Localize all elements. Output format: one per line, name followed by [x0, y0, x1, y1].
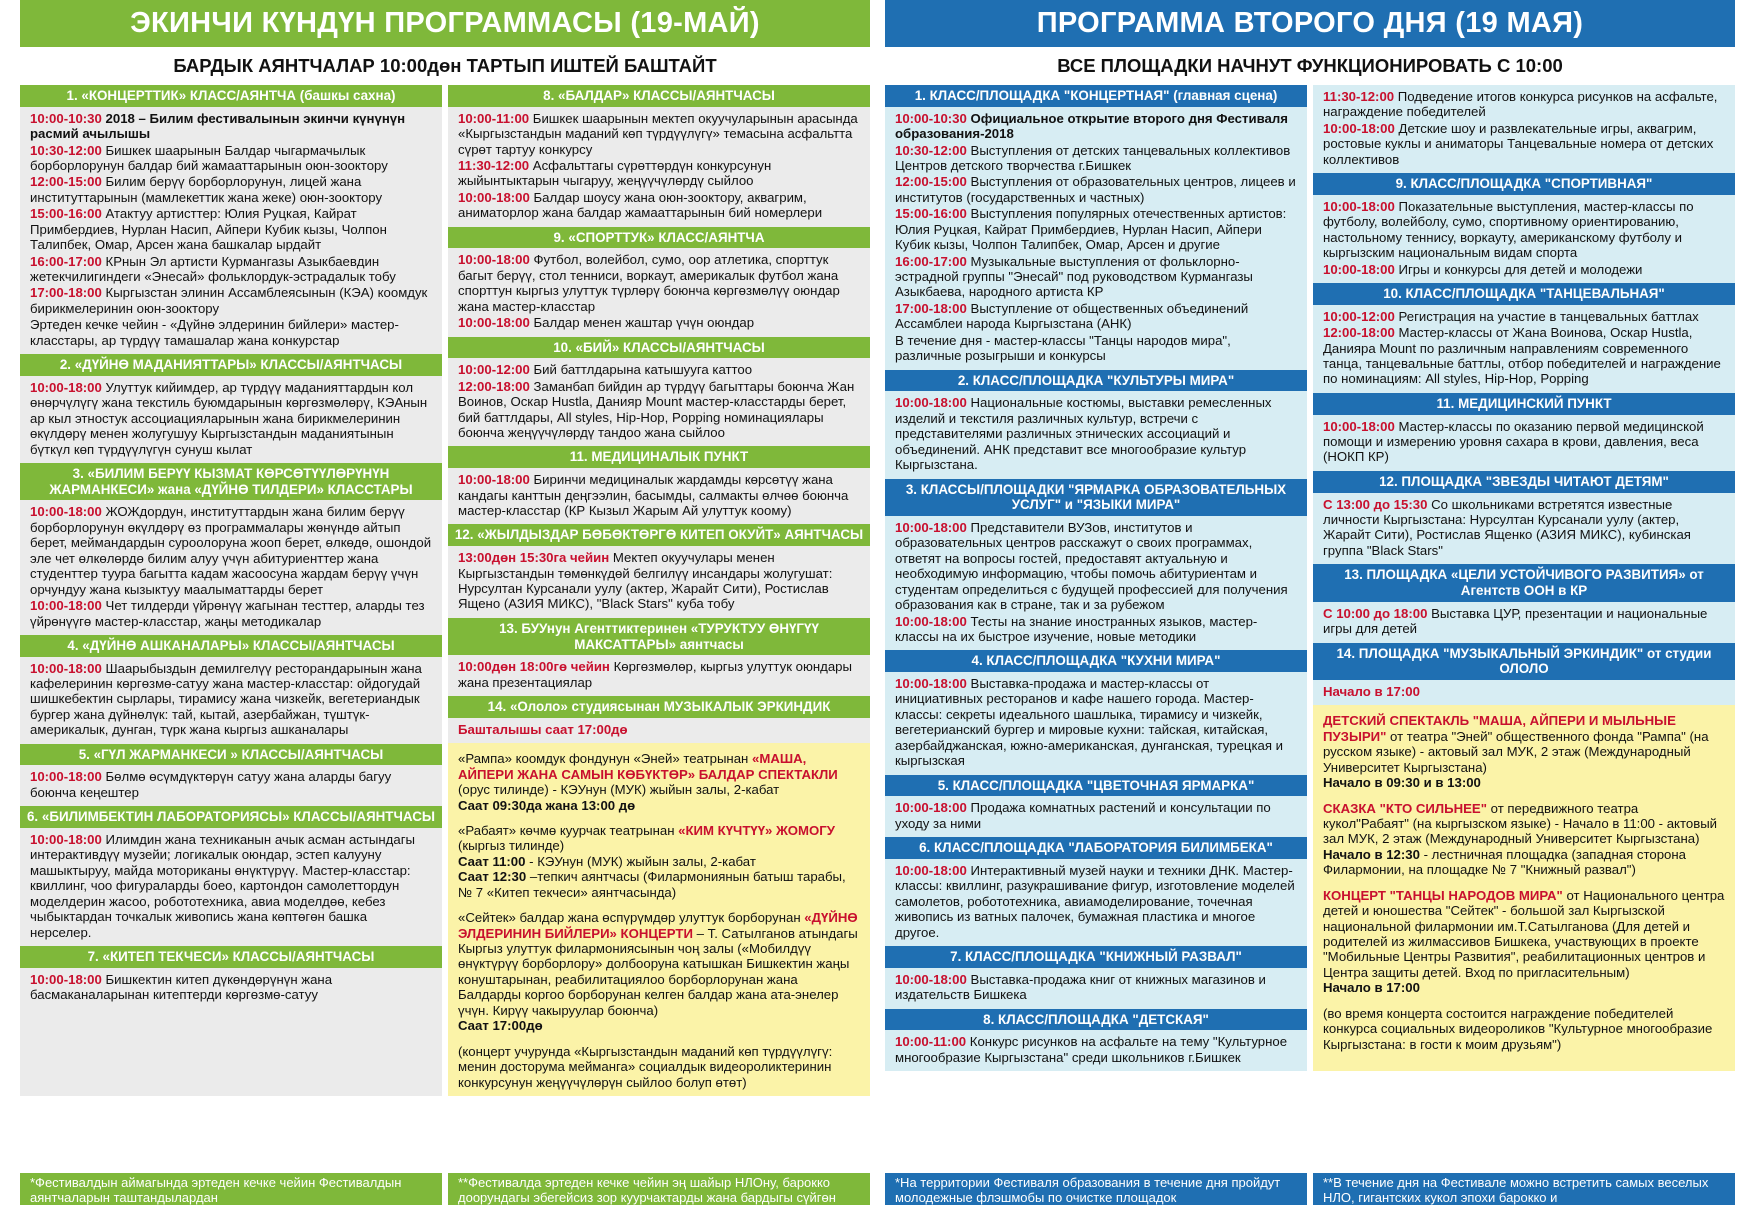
entry-time: 10:00-10:30	[30, 110, 102, 126]
event-details: (кыргыз тилинде)	[458, 838, 565, 854]
section-body	[885, 1030, 1307, 1071]
schedule-entry	[1323, 419, 1725, 465]
start-time: Башталышы саат 17:00дө	[458, 721, 628, 737]
spacer	[458, 1034, 860, 1044]
section-body	[448, 107, 870, 227]
section-body	[885, 516, 1307, 651]
entry-text: Мастер-классы по оказанию первой медицинской помощи и измерению уровня сахара в крови, давления, веса (НОКП КР)	[1323, 418, 1704, 465]
schedule-entry	[30, 380, 432, 457]
entry-text: Шаарыбыздын демилгелүү ресторандарынын жана кафелеринин көргөзмө-сатуу жана мастер-класстар: ойдогудай шишкебектин сырлары, тирамису жана чизкейк, вегетериандык бургер жана дүйнөлүк: тай, кытай, азербайжан, түштүк-америкалык, дунган, түрк жана кыргыз ашканалары	[30, 660, 422, 738]
section-s10	[1313, 283, 1735, 393]
section-s2	[885, 370, 1307, 479]
entry-time: 10:00-18:00	[458, 189, 530, 205]
schedule-entry	[458, 472, 860, 518]
event-title: ДЕТСКИЙ СПЕКТАКЛЬ "МАША, АЙПЕРИ И МЫЛЬНЫЕ ПУЗЫРИ"	[1323, 713, 1676, 744]
entry-time: 12:00-18:00	[1323, 325, 1395, 341]
event-item	[1323, 888, 1725, 981]
entry-time: 10:00-18:00	[30, 769, 102, 785]
spacer	[458, 900, 860, 910]
entry-time: 10:00-18:00	[895, 971, 967, 987]
schedule-entry	[458, 190, 860, 221]
entry-time: 10:00-11:00	[895, 1034, 967, 1050]
section-s11	[1313, 393, 1735, 471]
entry-text: Подведение итогов конкурса рисунков на асфальте, награждение победителей	[1323, 89, 1718, 120]
schedule-entry	[458, 379, 860, 441]
schedule-entry	[458, 315, 860, 330]
schedule-entry	[1323, 199, 1725, 261]
schedule-entry	[30, 143, 432, 174]
schedule-entry	[30, 254, 432, 285]
ru-footnote-2: **В течение дня на Фестивале можно встретить самых веселых НЛО, гигантских кукол эпохи барокко и	[1313, 1173, 1735, 1205]
entry-time: 10:00-10:30	[895, 110, 967, 126]
section-header: 12. ПЛОЩАДКА "ЗВЕЗДЫ ЧИТАЮТ ДЕТЯМ"	[1313, 471, 1735, 493]
section-header: 3. «БИЛИМ БЕРҮҮ КЫЗМАТ КӨРСӨТҮҮЛӨРҮНҮН ЖАРМАНКЕСИ» жана «ДҮЙНӨ ТИЛДЕРИ» КЛАССТАРЫ	[20, 463, 442, 500]
kg-footnote-2: **Фестивалда эртеден кечке чейин эң шайыр НЛОну, барокко доорундагы эбегейсиз зор куурчактарды жана бардыгы сүйгөн	[448, 1173, 870, 1205]
schedule-entry	[895, 1034, 1297, 1065]
entry-text: Продажа комнатных растений и консультации по уходу за ними	[895, 800, 1271, 831]
section-s1	[885, 85, 1307, 370]
event-time: Саат 17:00дө	[458, 1018, 543, 1034]
entry-time: 15:00-16:00	[895, 206, 967, 222]
schedule-entry	[895, 111, 1297, 142]
ru-subtitle: ВСЕ ПЛОЩАДКИ НАЧНУТ ФУНКЦИОНИРОВАТЬ С 10:00	[1057, 55, 1563, 77]
kyrgyz-program	[20, 0, 870, 1205]
section-body	[448, 718, 870, 743]
entry-text: Показательные выступления, мастер-классы по футболу, волейболу, сумо, спортивному ориентированию, настольному теннису, воркауту, американскому футболу и кыргызским национальным видам спорта	[1323, 198, 1694, 261]
entry-text: ЖОЖдордун, институттардын жана билим берүү борборлорунун өкүлдөрү өз программалары жөнүндө айтып берет, меймандардын суроолоруна жооп берет, өлкөдө, ошондой эле чет өлкөлөрдө билим алуу үчүн абитуриенттер жана студенттер туура багытта кадам жасоосуна жардам берүү үчүн орчундуу жана кызыктуу маалыматтарды берет	[30, 504, 432, 597]
event-title: «КИМ КҮЧТҮҮ» ЖОМОГУ	[678, 822, 835, 838]
section-s13	[448, 618, 870, 696]
section-s4	[885, 650, 1307, 774]
schedule-entry	[30, 206, 432, 252]
event-details: (орус тилинде) - КЭУнун (МУК) жыйын залы, 2-кабат	[458, 782, 780, 798]
section-header: 2. КЛАСС/ПЛОЩАДКА "КУЛЬТУРЫ МИРА"	[885, 370, 1307, 392]
section-header: 5. «ГҮЛ ЖАРМАНКЕСИ » КЛАССЫ/АЯНТЧАСЫ	[20, 744, 442, 766]
section-s8b	[1313, 85, 1735, 173]
schedule-entry	[30, 504, 432, 597]
entry-text: Заманбап бийдин ар түрдүү багыттары боюнча Жан Воинов, Оскар Hustla, Данияр Mount мастер-класстарды берет, бий баттлдары, All styles, Hip-Hop, Popping номинациялары боюнча жеңүүчүлөрдү тандоо жана сыйлоо	[458, 378, 855, 441]
entry-time: 15:00-16:00	[30, 206, 102, 222]
section-header: 4. «ДҮЙНӨ АШКАНАЛАРЫ» КЛАССЫ/АЯНТЧАСЫ	[20, 635, 442, 657]
kg-column-2	[448, 85, 870, 1096]
schedule-entry	[895, 333, 1297, 364]
entry-text: В течение дня - мастер-классы "Танцы народов мира", различные розыгрыши и конкурсы	[895, 332, 1231, 364]
schedule-entry	[458, 362, 860, 377]
schedule-entry	[895, 395, 1297, 472]
schedule-entry	[895, 254, 1297, 300]
entry-time: С 13:00 до 15:30	[1323, 496, 1428, 512]
entry-text: Выступления от образовательных центров, лицеев и институтов (государственных и частных)	[895, 174, 1296, 205]
section-header: 6. КЛАСС/ПЛОЩАДКА "ЛАБОРАТОРИЯ БИЛИМБЕКА"	[885, 837, 1307, 859]
schedule-entry	[458, 659, 860, 690]
section-header: 1. КЛАСС/ПЛОЩАДКА "КОНЦЕРТНАЯ" (главная сцена)	[885, 85, 1307, 107]
start-time: Начало в 17:00	[1323, 683, 1420, 699]
event-time: Начало в 09:30 и в 13:00	[1323, 775, 1481, 791]
entry-text: Выставка-продажа книг от книжных магазинов и издательств Бишкека	[895, 971, 1266, 1003]
schedule-entry	[1323, 262, 1725, 277]
entry-text: Асфальттагы сүрөттөрдүн конкурсунун жыйынтыктарын чыгаруу, жеңүүчүлөрдү сыйлоо	[458, 157, 772, 189]
section-s6	[885, 837, 1307, 946]
schedule-entry	[30, 661, 432, 738]
event-time: Саат 12:30	[458, 869, 527, 885]
section-body	[885, 859, 1307, 946]
section-header: 9. «СПОРТТУК» КЛАСС/АЯНТЧА	[448, 227, 870, 249]
section-header: 8. «БАЛДАР» КЛАССЫ/АЯНТЧАСЫ	[448, 85, 870, 107]
section-body	[448, 358, 870, 446]
section-s13	[1313, 564, 1735, 642]
section-body	[1313, 415, 1735, 471]
entry-text: Илимдин жана техниканын ачык асман астындагы интерактивдүү музейи; логикалык оюндар, эстеп калууну машыктыруу, майда моториканы өнүктүрүү. Мастер-класстар: квиллинг, чоо фигураларды боео, картондон самолеттордун моделдерин жасоо, робототехника, авиа моделдөө, кебез чыбыктардан точкалык живопись жана көптөгөн башка нерселер.	[30, 832, 416, 940]
section-s7	[885, 946, 1307, 1009]
section-s8	[885, 1009, 1307, 1072]
section-header: 12. «ЖЫЛДЫЗДАР БӨБӨКТӨРГӨ КИТЕП ОКУЙТ» АЯНТЧАСЫ	[448, 524, 870, 546]
entry-time: 10:00-18:00	[30, 660, 102, 676]
event-time: Саат 09:30да жана 13:00 дө	[458, 797, 636, 813]
section-s14	[448, 696, 870, 743]
entry-text: Чет тилдерди үйрөнүү жагынан тесттер, аларды тез үйрөнүүгө мастер-класстар, жаңы методикалар	[30, 598, 425, 629]
event-note: (концерт учурунда «Кыргызстандын маданий көп түрдүүлүгү: менин досторума мейманга» социалдык видеороликтеринин конкурсунун жеңүүчүлөрүн сыйлоо болуп өтөт)	[458, 1043, 833, 1090]
entry-text: Официальное открытие второго дня Фестиваля образования-2018	[895, 110, 1288, 142]
russian-program	[885, 0, 1735, 1205]
entry-text: Балдар менен жаштар үчүн оюндар	[529, 315, 755, 331]
schedule-entry	[30, 174, 432, 205]
schedule-entry	[895, 800, 1297, 831]
section-body	[20, 657, 442, 744]
entry-text: Кыргызстан элинин Ассамблеясынын (КЭА) коомдук бирикмелеринин оюн-зооктору	[30, 285, 428, 316]
section-body	[20, 828, 442, 946]
event-time: Начало в 17:00	[1323, 980, 1420, 996]
entry-text: Балдар шоусу жана оюн-зооктору, аквагрим, аниматорлор жана балдар жамааттарынын бий номерлери	[458, 189, 823, 221]
entry-time: 17:00-18:00	[895, 300, 967, 316]
section-header: 10. КЛАСС/ПЛОЩАДКА "ТАНЦЕВАЛЬНАЯ"	[1313, 283, 1735, 305]
section-body	[885, 672, 1307, 775]
event-title: СКАЗКА "КТО СИЛЬНЕЕ"	[1323, 800, 1487, 816]
entry-text: Выступление от общественных объединений Ассамблеи народа Кыргызстана (АНК)	[895, 300, 1249, 332]
entry-time: 10:00-12:00	[458, 362, 530, 378]
event-details: от передвижного театра кукол"Рабаят" (на кыргызском языке) - Начало в 11:00 - актовый зал МУК, 2 этаж (Международный Университет Кыргызстана)	[1323, 800, 1718, 847]
entry-text: КРнын Эл артисти Курмангазы Азыкбаевдин жетекчилигиндеги «Энесай» фольклордук-эстрадалык тобу	[30, 253, 396, 285]
entry-time: 10:00-18:00	[895, 395, 967, 411]
entry-time: 10:00-18:00	[30, 504, 102, 520]
section-s12	[1313, 471, 1735, 564]
event-item	[1323, 713, 1725, 775]
entry-time: 16:00-17:00	[30, 253, 102, 269]
entry-time: 11:30-12:00	[458, 157, 530, 173]
schedule-entry	[1323, 497, 1725, 559]
section-s5	[20, 744, 442, 807]
schedule-entry	[458, 252, 860, 314]
kg-title: ЭКИНЧИ КҮНДҮН ПРОГРАММАСЫ (19-МАЙ)	[20, 0, 870, 47]
entry-time: 10:00-18:00	[1323, 198, 1395, 214]
schedule-entry	[895, 143, 1297, 174]
entry-text: Тесты на знание иностранных языков, мастер-классы на их быстрое изучение, новые методики	[895, 613, 1258, 644]
entry-time: 10:00-12:00	[1323, 308, 1395, 324]
entry-text: Бишкек шаарынын Балдар чыгармачылык борборлорунун балдар бий жамааттарынын оюн-зооктору	[30, 142, 388, 173]
entry-time: 10:00-11:00	[458, 110, 530, 126]
ru-column-1	[885, 85, 1307, 1071]
section-header: 7. «КИТЕП ТЕКЧЕСИ» КЛАССЫ/АЯНТЧАСЫ	[20, 946, 442, 968]
event-item	[1323, 801, 1725, 847]
section-body	[1313, 680, 1735, 705]
event-time-line	[458, 869, 860, 900]
entry-text: Представители ВУЗов, институтов и образовательных центров расскажут о своих программах, ответят на вопросы гостей, предоставят актуальную и необходимую информацию, чтобы помочь абитуриентам и студентам определиться с будущей профессией для получения образования как в стране, так и за рубежом	[895, 519, 1288, 613]
section-s11	[448, 446, 870, 524]
section-s6	[20, 806, 442, 946]
section-body	[885, 107, 1307, 370]
entry-text: Детские шоу и развлекательные игры, аквагрим, ростовые куклы и аниматоры Танцевальные номера от детских коллективов	[1323, 120, 1714, 167]
section-header: 4. КЛАСС/ПЛОЩАДКА "КУХНИ МИРА"	[885, 650, 1307, 672]
schedule-entry	[30, 111, 432, 142]
entry-text: Улуттук кийимдер, ар түрдүү маданияттардын кол өнөрчүлүгү жана текстиль буюмдарынын көргөзмөлөрү, КЭАнын ар кыл этностук ассоциацияларынын жана бирикмелеринин өкүлдөрү менен жолугушуу Кыргызстандын маданиятынын бүткүл көп түрдүүлүгүн сунуш кылат	[30, 379, 428, 457]
schedule-entry	[30, 317, 432, 348]
entry-time: 10:00-18:00	[895, 862, 967, 878]
event-item	[458, 823, 860, 854]
event-place: - КЭУнун (МУК) жыйын залы, 2-кабат	[525, 853, 756, 869]
section-body	[885, 796, 1307, 837]
kg-footnote-1: *Фестивалдын аймагында эртеден кечке чейин Фестивалдын аянтчаларын таштандылардан	[20, 1173, 442, 1205]
entry-text: Конкурс рисунков на асфальте на тему "Культурное многообразие Кыргызстана" среди школьников г.Бишкек	[895, 1034, 1288, 1065]
event-place: - лестничная площадка (западная сторона Филармонии, на площадке № 7 "Книжный развал")	[1323, 846, 1687, 878]
entry-text: Национальные костюмы, выставки ремесленных изделий и текстиля различных культур, встречи с представителями различных этнических ассоциаций и объединений. АНК представит все многообразие культур Кыргызстана.	[895, 395, 1272, 473]
schedule-entry	[1323, 606, 1725, 637]
schedule-entry	[30, 769, 432, 800]
kg-subtitle: БАРДЫК АЯНТЧАЛАР 10:00дөн ТАРТЫП ИШТЕЙ БАШТАЙТ	[173, 55, 717, 77]
schedule-entry	[458, 111, 860, 157]
events-box	[448, 743, 870, 1096]
entry-text: Мастер-классы от Жана Воинова, Оскар Hustla, Данияра Mount по различным направлениям современного танца, танцевальные баттлы, отбор победителей и награждение по номинациям: All styles, Hip-Hop, Popping	[1323, 325, 1721, 387]
entry-text: 2018 – Билим фестивалынын экинчи күнүнүн расмий ачылышы	[30, 110, 406, 142]
section-header: 6. «БИЛИМБЕКТИН ЛАБОРАТОРИЯСЫ» КЛАССЫ/АЯНТЧАСЫ	[20, 806, 442, 828]
entry-text: Регистрация на участие в танцевальных баттлах	[1394, 308, 1699, 324]
entry-time: 12:00-15:00	[895, 174, 967, 190]
entry-time: 16:00-17:00	[895, 253, 967, 269]
section-header: 8. КЛАСС/ПЛОЩАДКА "ДЕТСКАЯ"	[885, 1009, 1307, 1031]
entry-time: 10:00-18:00	[458, 252, 530, 268]
events-box	[1313, 705, 1735, 1071]
entry-time: 13:00дөн 15:30га чейин	[458, 550, 610, 566]
section-header: 11. МЕДИЦИНАЛЫК ПУНКТ	[448, 446, 870, 468]
entry-time: 10:00-18:00	[1323, 418, 1395, 434]
section-body	[20, 968, 442, 1009]
schedule-entry	[1323, 325, 1725, 387]
section-body	[448, 546, 870, 618]
spacer	[1323, 996, 1725, 1006]
schedule-entry	[30, 832, 432, 940]
schedule-entry	[895, 614, 1297, 645]
section-s4	[20, 635, 442, 744]
ru-column-2	[1313, 85, 1735, 1071]
entry-time: 10:30-12:00	[895, 142, 967, 158]
entry-time: 10:00-18:00	[1323, 120, 1395, 136]
entry-time: 10:00-18:00	[895, 613, 967, 629]
event-title: «ДҮЙНӨ ЭЛДЕРИНИН БИЙЛЕРИ» КОНЦЕРТИ	[458, 910, 858, 941]
event-item	[458, 751, 860, 797]
entry-text: Музыкальные выступления от фольклорно-эстрадной группы "Энесай" под руководством Курмангазы Азыкбаева, народного артиста КР	[895, 253, 1253, 300]
entry-text: Интерактивный музей науки и техники ДНК. Мастер-классы: квиллинг, разукрашивание фигур, изготовление моделей самолетов, робототехника, авиамоделирование, точечная живопись из ватных палочек, бумажная пластика и многое другое.	[895, 862, 1295, 940]
ru-title: ПРОГРАММА ВТОРОГО ДНЯ (19 МАЯ)	[885, 0, 1735, 47]
ru-footnote-1: *На территории Фестиваля образования в течение дня пройдут молодежные флэшмобы по очистке площадок	[885, 1173, 1307, 1205]
section-header: 3. КЛАССЫ/ПЛОЩАДКИ "ЯРМАРКА ОБРАЗОВАТЕЛЬНЫХ УСЛУГ" и "ЯЗЫКИ МИРА"	[885, 479, 1307, 516]
section-s3	[885, 479, 1307, 651]
section-body	[1313, 85, 1735, 173]
entry-text: Выступления от детских танцевальных коллективов Центров детского творчества г.Бишкек	[895, 142, 1291, 173]
entry-text: Эртеден кечке чейин - «Дүйнө элдеринин бийлери» мастер-класстары, ар түрдүү тамашалар жана конкурстар	[30, 317, 399, 348]
schedule-entry	[1323, 309, 1725, 324]
section-header: 7. КЛАСС/ПЛОЩАДКА "КНИЖНЫЙ РАЗВАЛ"	[885, 946, 1307, 968]
schedule-entry	[458, 158, 860, 189]
entry-time: 10:00-18:00	[895, 676, 967, 692]
entry-text: Игры и конкурсы для детей и молодежи	[1394, 261, 1643, 277]
section-s2	[20, 354, 442, 463]
section-header: 10. «БИЙ» КЛАССЫ/АЯНТЧАСЫ	[448, 337, 870, 359]
section-s12	[448, 524, 870, 617]
schedule-entry	[895, 676, 1297, 769]
event-item	[1323, 1006, 1725, 1052]
section-body	[20, 765, 442, 806]
schedule-entry	[1323, 121, 1725, 167]
entry-time: 10:00-18:00	[30, 832, 102, 848]
section-s10	[448, 337, 870, 447]
schedule-entry	[1323, 89, 1725, 120]
entry-text: Бишкектин китеп дүкөндөрүнүн жана басмаканаларынан китептерди көргөзмө-сатуу	[30, 971, 333, 1003]
entry-text: Выставка-продажа и мастер-классы от инициативных ресторанов и кафе нашего города. Мастер-классы: секреты идеального шашлыка, тирамису и чизкейк, вегетерианский бургер и мировые кухни: тайская, китайская, азербайджанская, южно-американская, дунганская, турецкая и кыргызская	[895, 676, 1284, 769]
section-body	[1313, 195, 1735, 283]
section-body	[448, 468, 870, 524]
spacer	[1323, 791, 1725, 801]
entry-time: 10:00-18:00	[895, 800, 967, 816]
event-note: (во время концерта состоится награждение победителей конкурса социальных видеороликов "Культурное многообразие Кыргызстана: в гости к моим друзьям")	[1323, 1005, 1713, 1052]
schedule-entry	[30, 972, 432, 1003]
section-s14	[1313, 643, 1735, 706]
entry-time: 10:00-18:00	[30, 379, 102, 395]
section-s1	[20, 85, 442, 354]
event-item	[458, 1044, 860, 1090]
section-s9	[448, 227, 870, 337]
section-s3	[20, 463, 442, 635]
section-header: 14. «Ололо» студиясынан МУЗЫКАЛЫК ЭРКИНДИК	[448, 696, 870, 718]
entry-text: Футбол, волейбол, сумо, оор атлетика, спорттук багыт берүү, стол тенниси, воркаут, америкалык футбол жана спорттун кыргыз улуттук түрлөрү боюнча көргөзмөлүү оюндар жана мастер-класстар	[458, 252, 840, 314]
entry-time: 17:00-18:00	[30, 285, 102, 301]
schedule-entry	[458, 550, 860, 612]
entry-time: 11:30-12:00	[1323, 89, 1395, 104]
entry-time: 10:00-18:00	[458, 315, 530, 331]
section-s5	[885, 775, 1307, 838]
entry-text: Выступления популярных отечественных артистов: Юлия Руцкая, Кайрат Примбердиев, Нурлан Насип, Айпери Кубик кызы, Чолпон Талипбек, Омар, Арсен и другие	[895, 206, 1287, 253]
section-s9	[1313, 173, 1735, 283]
event-details: – Т. Сатылганов атындагы Кыргыз улуттук филармониясынын чоң залы («Мобилдүү өнүктүрүү борборлору» долбооруна катышкан Бишкектин жаңы конуштарынан, реабилитациялоо борборлорунан жана Балдарды коргоо борборунан келген балдар жана ата-энелер үчүн. Кирүү чакыруулар боюнча)	[458, 925, 858, 1018]
kg-column-1	[20, 85, 442, 1096]
entry-time: 12:00-15:00	[30, 174, 102, 190]
section-body	[1313, 305, 1735, 393]
event-item	[458, 910, 860, 1018]
schedule-entry	[895, 520, 1297, 613]
spacer	[1323, 878, 1725, 888]
section-body	[20, 500, 442, 635]
section-header: 9. КЛАСС/ПЛОЩАДКА "СПОРТИВНАЯ"	[1313, 173, 1735, 195]
event-time-line	[458, 854, 860, 869]
spacer	[458, 813, 860, 823]
section-body	[1313, 602, 1735, 643]
schedule-entry	[895, 206, 1297, 252]
entry-text: Бишкек шаарынын мектеп окуучуларынын арасында «Кыргызстандын маданий көп түрдүүлүгү» темасына асфальтта сүрөт тартуу конкурсу	[458, 110, 858, 157]
section-body	[885, 391, 1307, 478]
section-header: 13. БУУнун Агенттиктеринен «ТУРУКТУУ ӨНҮГҮҮ МАКСАТТАРЫ» аянтчасы	[448, 618, 870, 655]
entry-time: С 10:00 до 18:00	[1323, 605, 1428, 621]
section-header: 2. «ДҮЙНӨ МАДАНИЯТТАРЫ» КЛАССЫ/АЯНТЧАСЫ	[20, 354, 442, 376]
entry-text: Биринчи медициналык жардамды көрсөтүү жана кандагы канттын деңгээлин, басымды, салмакты өлчөө боюнча мастер-класстар (КР Кызыл Жарым Ай улуттук коому)	[458, 472, 849, 518]
schedule-entry	[30, 285, 432, 316]
event-place: –тепкич аянтчасы (Филармониянын батыш тарабы, № 7 «Китеп текчеси» аянтчасында)	[458, 869, 846, 900]
entry-time: 10:00-18:00	[30, 971, 102, 987]
section-header: 1. «КОНЦЕРТТИК» КЛАСС/АЯНТЧА (башкы сахна)	[20, 85, 442, 107]
entry-text: Выставка ЦУР, презентации и национальные игры для детей	[1323, 605, 1708, 637]
schedule-entry	[895, 174, 1297, 205]
section-header: 5. КЛАСС/ПЛОЩАДКА "ЦВЕТОЧНАЯ ЯРМАРКА"	[885, 775, 1307, 797]
section-header: 11. МЕДИЦИНСКИЙ ПУНКТ	[1313, 393, 1735, 415]
schedule-entry	[895, 863, 1297, 940]
entry-time: 10:00-18:00	[458, 472, 530, 488]
entry-time: 10:00дөн 18:00гө чейин	[458, 659, 610, 675]
event-time: Начало в 12:30	[1323, 846, 1420, 862]
section-body	[1313, 493, 1735, 565]
event-title: КОНЦЕРТ "ТАНЦЫ НАРОДОВ МИРА"	[1323, 887, 1563, 903]
entry-time: 10:30-12:00	[30, 142, 102, 158]
entry-time: 10:00-18:00	[1323, 261, 1395, 277]
event-title: «МАША, АЙПЕРИ ЖАНА САМЫН КӨБҮКТӨР» БАЛДАР СПЕКТАКЛИ	[458, 751, 838, 782]
schedule-entry	[895, 301, 1297, 332]
section-s7	[20, 946, 442, 1009]
event-intro: «Рампа» коомдук фондунун «Эней» театрынан	[458, 751, 753, 767]
section-body	[885, 968, 1307, 1009]
schedule-entry	[895, 972, 1297, 1003]
entry-text: Көргөзмөлөр, кыргыз улуттук оюндары жана презентациялар	[458, 659, 852, 690]
section-header: 14. ПЛОЩАДКА "МУЗЫКАЛЬНЫЙ ЭРКИНДИК" от студии ОЛОЛО	[1313, 643, 1735, 680]
event-details: от театра "Эней" общественного фонда "Рампа" (на русском языке) - актовый зал МУК, 2 этаж (Международный Университет Кыргызстана)	[1323, 728, 1709, 775]
section-body	[20, 107, 442, 355]
section-header: 13. ПЛОЩАДКА «ЦЕЛИ УСТОЙЧИВОГО РАЗВИТИЯ» от Агентств ООН в КР	[1313, 564, 1735, 601]
entry-text: Атактуу артисттер: Юлия Руцкая, Кайрат Примбердиев, Нурлан Насип, Айпери Кубик кызы, Чолпон Талипбек, Омар, Арсен жана башкалар ырдайт	[30, 206, 387, 253]
entry-text: Билим берүү борборлорунун, лицей жана институттарынын (мамлекеттик жана жеке) оюн-зооктору	[30, 174, 383, 205]
section-body	[20, 376, 442, 463]
entry-text: Мектеп окуучулары менен Кыргызстандын төмөнкүдөй белгилүү инсандары жолугушат: Нурсултан Курсанали уулу (актер, Жарайт Сити), Ростислав Ящено (АЗИЯ МИКС), "Black Stars" куба тобу	[458, 550, 833, 612]
entry-text: Со школьниками встретятся известные личности Кыргызстана: Нурсултан Курсанали уулу (актер, Жарайт Сити), Ростислав Ященко (АЗИЯ МИКС), кубинская группа "Black Stars"	[1323, 496, 1691, 558]
entry-text: Бий баттлдарына катышууга каттоо	[529, 362, 753, 378]
section-body	[448, 655, 870, 696]
event-time: Саат 11:00	[458, 853, 526, 869]
event-intro: «Сейтек» балдар жана өспүрүмдөр улуттук борборунан	[458, 910, 805, 926]
section-body	[448, 248, 870, 336]
entry-text: Бөлмө өсүмдүктөрүн сатуу жана аларды багуу боюнча кеңештер	[30, 769, 392, 800]
schedule-entry	[30, 598, 432, 629]
event-time-line	[1323, 847, 1725, 878]
entry-time: 10:00-18:00	[30, 598, 102, 614]
event-intro: «Рабаят» көчмө куурчак театрынан	[458, 822, 679, 838]
entry-time: 12:00-18:00	[458, 378, 530, 394]
section-s8	[448, 85, 870, 227]
entry-time: 10:00-18:00	[895, 519, 967, 535]
event-details: от Национального центра детей и юношества "Сейтек" - большой зал Кыргызской национальной филармонии им.Т.Сатылганова (Для детей и родителей из жилмассивов Бишкека, участвующих в проекте "Мобильные Центры Развития", реабилитационных центров и Центра защиты детей. Вход по пригласительным)	[1323, 887, 1725, 980]
